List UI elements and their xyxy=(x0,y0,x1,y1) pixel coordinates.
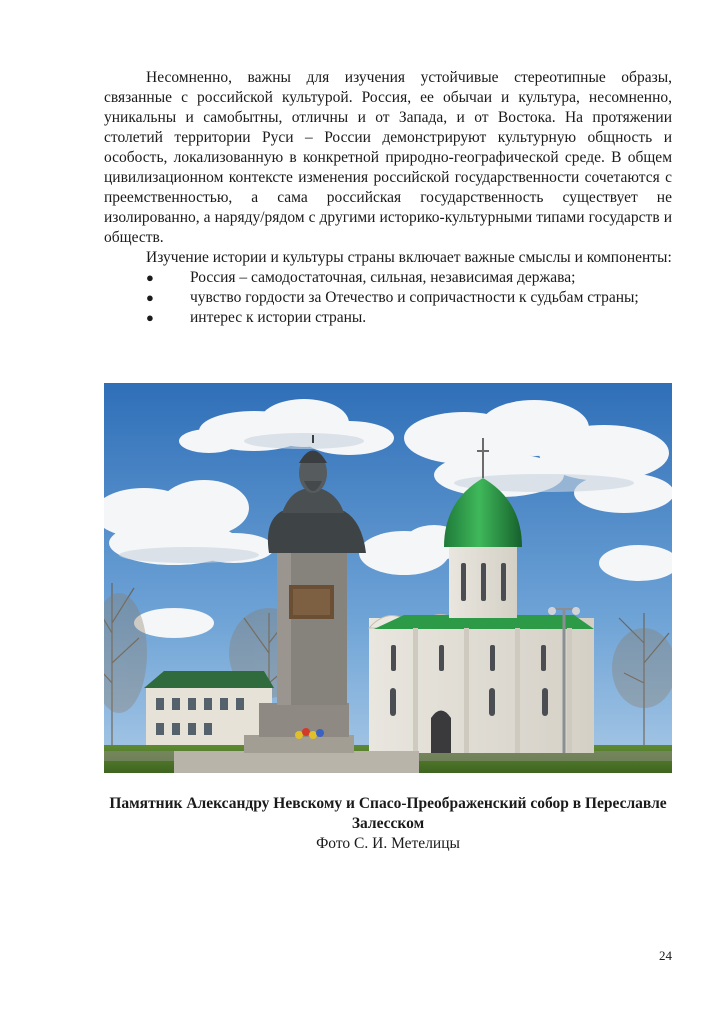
bullet-icon: ● xyxy=(146,290,154,305)
list-item xyxy=(104,308,672,328)
list-item-text: интерес к истории страны. xyxy=(190,309,367,326)
list-item-text: Россия – самодостаточная, сильная, независимая держава; xyxy=(190,269,576,286)
list-item-text: чувство гордости за Отечество и сопричастности к судьбам страны; xyxy=(190,289,639,306)
page-number: 24 xyxy=(659,948,672,963)
bullet-list xyxy=(104,268,672,328)
paragraph: Изучение истории и культуры страны включает важные смыслы и компоненты: xyxy=(146,249,672,266)
paragraph: Несомненно, важны для изучения устойчивые стереотипные образы, связанные с российской культурой. Россия, ее обычаи и культура, несомненно, уникальны и самобытны, отличны и от Запада, и от Востока. На протяжении столетий территории Руси – России демонстрируют культурную общность и особость, локализованную в конкретной природно-географической среде. В общем цивилизационном контексте изменения российской государственности сочетаются с преемственностью, а сама российская государственность существует не изолированно, а наряду/рядом с другими историко-культурными типами государств и обществ. xyxy=(104,69,672,246)
bullet-icon: ● xyxy=(146,270,154,285)
bullet-icon: ● xyxy=(146,310,154,325)
photo-monument-and-cathedral xyxy=(104,383,672,773)
body-text xyxy=(104,68,672,328)
list-item xyxy=(104,288,672,308)
caption-title: Памятник Александру Невскому и Спасо-Преображенский собор в Переславле Залесском xyxy=(109,795,667,832)
figure-caption xyxy=(104,794,672,854)
caption-credit: Фото С. И. Метелицы xyxy=(316,835,460,852)
list-item xyxy=(104,268,672,288)
